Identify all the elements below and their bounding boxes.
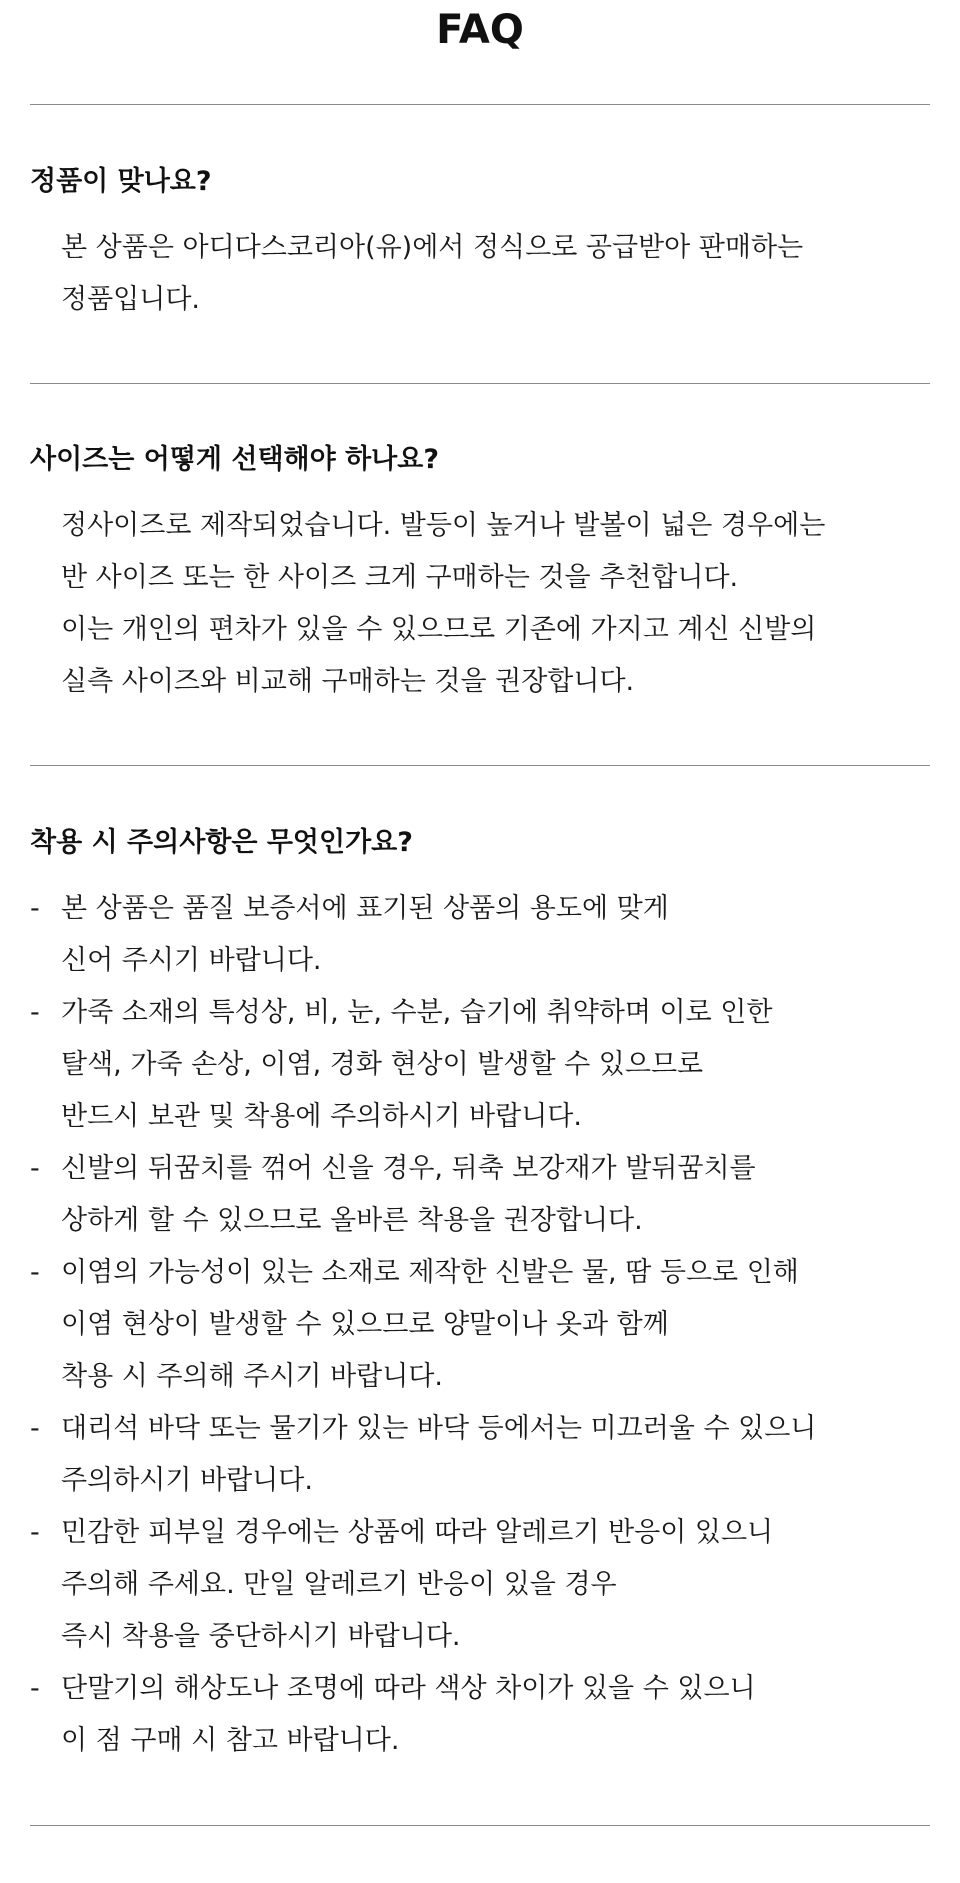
page-title: FAQ bbox=[436, 7, 524, 53]
list-item bbox=[30, 1403, 930, 1507]
faq-answer bbox=[30, 222, 930, 326]
bullet-line: 탈색, 가죽 손상, 이염, 경화 현상이 발생할 수 있으므로 bbox=[61, 1049, 704, 1080]
divider bbox=[30, 1825, 930, 1826]
answer-line: 정사이즈로 제작되었습니다. 발등이 높거나 발볼이 넓은 경우에는 bbox=[61, 510, 826, 541]
list-item bbox=[30, 987, 930, 1143]
precautions-list bbox=[30, 883, 930, 1767]
answer-line: 정품입니다. bbox=[61, 284, 200, 315]
bullet-line: 반드시 보관 및 착용에 주의하시기 바랍니다. bbox=[61, 1101, 582, 1132]
answer-line: 실측 사이즈와 비교해 구매하는 것을 권장합니다. bbox=[61, 666, 635, 697]
bullet-marker: - bbox=[30, 1257, 40, 1288]
bullet-line: 상하게 할 수 있으므로 올바른 착용을 권장합니다. bbox=[61, 1205, 643, 1236]
bullet-marker: - bbox=[30, 1413, 40, 1444]
bullet-line: 단말기의 해상도나 조명에 따라 색상 차이가 있을 수 있으니 bbox=[61, 1673, 756, 1704]
bullet-line: 착용 시 주의해 주시기 바랍니다. bbox=[61, 1361, 443, 1392]
faq-item-size bbox=[30, 442, 930, 708]
divider bbox=[30, 383, 930, 384]
answer-line: 이는 개인의 편차가 있을 수 있으므로 기존에 가지고 계신 신발의 bbox=[61, 614, 817, 645]
bullet-line: 가죽 소재의 특성상, 비, 눈, 수분, 습기에 취약하며 이로 인한 bbox=[61, 997, 773, 1028]
bullet-line: 주의하시기 바랍니다. bbox=[61, 1465, 313, 1496]
bullet-line: 이 점 구매 시 참고 바랍니다. bbox=[61, 1725, 400, 1756]
divider bbox=[30, 765, 930, 766]
faq-answer bbox=[30, 500, 930, 708]
faq-item-precautions bbox=[30, 825, 930, 1767]
bullet-line: 본 상품은 품질 보증서에 표기된 상품의 용도에 맞게 bbox=[61, 893, 669, 924]
list-item bbox=[30, 1663, 930, 1767]
answer-line: 본 상품은 아디다스코리아(유)에서 정식으로 공급받아 판매하는 bbox=[61, 232, 804, 263]
faq-question: 정품이 맞나요? bbox=[30, 166, 212, 197]
list-item bbox=[30, 883, 930, 987]
list-item bbox=[30, 1143, 930, 1247]
bullet-line: 이염의 가능성이 있는 소재로 제작한 신발은 물, 땀 등으로 인해 bbox=[61, 1257, 799, 1288]
faq-item-genuine bbox=[30, 164, 930, 326]
bullet-line: 주의해 주세요. 만일 알레르기 반응이 있을 경우 bbox=[61, 1569, 617, 1600]
bullet-line: 신어 주시기 바랍니다. bbox=[61, 945, 322, 976]
bullet-line: 이염 현상이 발생할 수 있으므로 양말이나 옷과 함께 bbox=[61, 1309, 669, 1340]
bullet-marker: - bbox=[30, 893, 40, 924]
divider bbox=[30, 104, 930, 105]
list-item bbox=[30, 1247, 930, 1403]
list-item bbox=[30, 1507, 930, 1663]
faq-question: 사이즈는 어떻게 선택해야 하나요? bbox=[30, 444, 440, 475]
bullet-marker: - bbox=[30, 1673, 40, 1704]
bullet-line: 즉시 착용을 중단하시기 바랍니다. bbox=[61, 1621, 461, 1652]
bullet-line: 대리석 바닥 또는 물기가 있는 바닥 등에서는 미끄러울 수 있으니 bbox=[61, 1413, 817, 1444]
bullet-marker: - bbox=[30, 1517, 40, 1548]
bullet-line: 민감한 피부일 경우에는 상품에 따라 알레르기 반응이 있으니 bbox=[61, 1517, 774, 1548]
bullet-marker: - bbox=[30, 1153, 40, 1184]
bullet-line: 신발의 뒤꿈치를 꺾어 신을 경우, 뒤축 보강재가 발뒤꿈치를 bbox=[61, 1153, 756, 1184]
bullet-marker: - bbox=[30, 997, 40, 1028]
faq-question: 착용 시 주의사항은 무엇인가요? bbox=[30, 827, 413, 858]
answer-line: 반 사이즈 또는 한 사이즈 크게 구매하는 것을 추천합니다. bbox=[61, 562, 739, 593]
